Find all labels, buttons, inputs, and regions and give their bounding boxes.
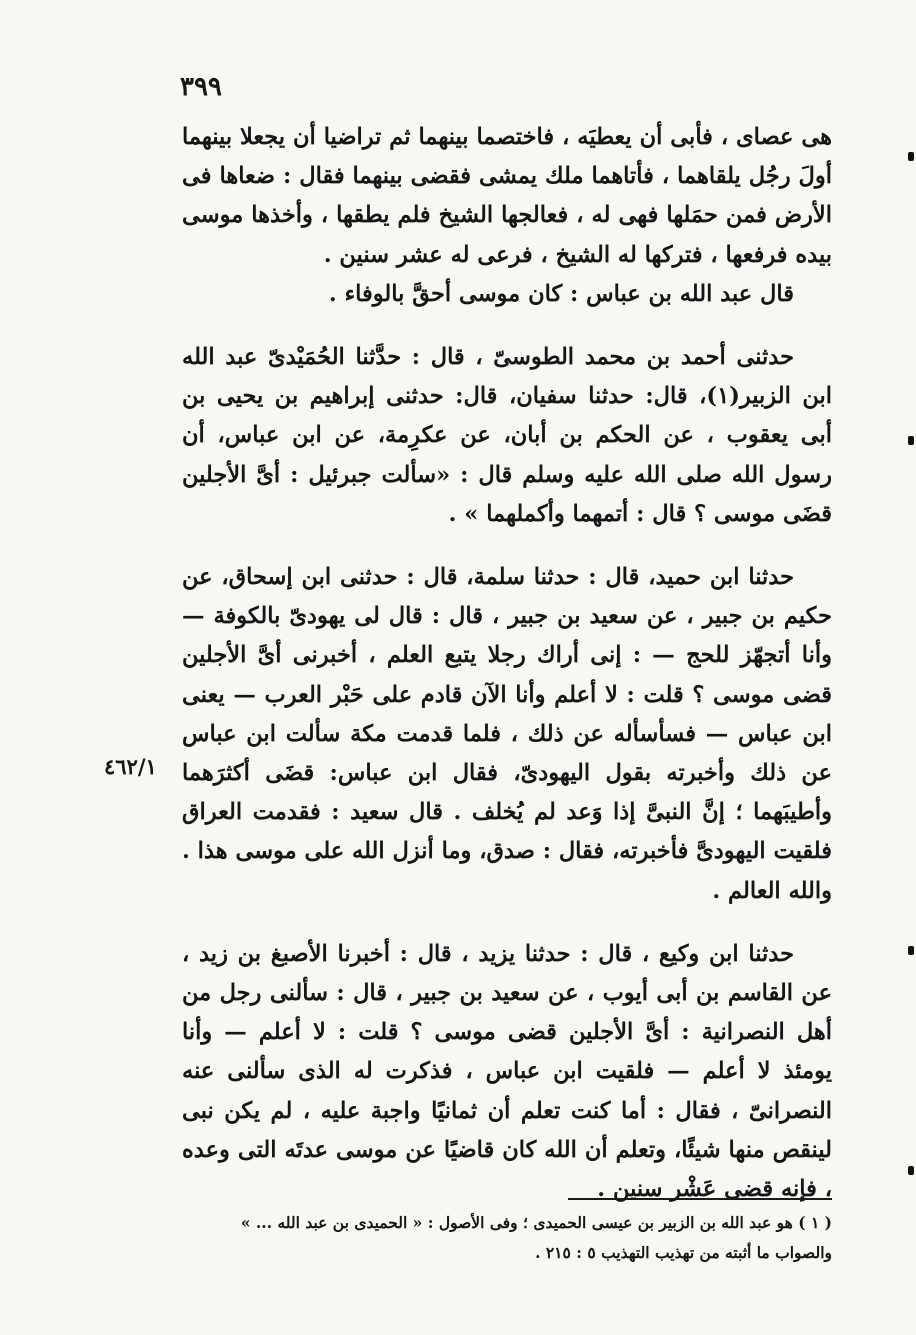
binding-mark	[908, 946, 914, 955]
footnotes	[182, 1208, 832, 1268]
paragraph-gap	[182, 911, 832, 935]
main-text	[182, 118, 832, 1209]
binding-mark	[908, 436, 914, 445]
page-number: ٣٩٩	[180, 72, 222, 102]
paragraph-gap	[182, 534, 832, 558]
paragraph-4: حدثنا ابن حميد، قال : حدثنا سلمة، قال : حدثنى ابن إسحاق، عن حكيم بن جبير ، عن سعيد بن جبير ، قال : قال لى يهودىّ بالكوفة — وأنا أتجهّز للحج — : إنى أراك رجلا يتبع العلم ، أخبرنى أىَّ الأجلين قضى موسى ؟ قلت : لا أعلم وأنا الآن قادم على حَبْر العرب — يعنى ابن عباس — فسأسأله عن ذلك ، فلما قدمت مكة سألت ابن عباس عن ذلك وأخبرته بقول اليهودىّ، فقال ابن عباس: قضَى أكثرَهما وأطيبَهما ؛ إنَّ النبىَّ إذا وَعد لم يُخلف . قال سعيد : فقدمت العراق فلقيت اليهودىَّ فأخبرته، فقال : صدق، وما أنزل الله على موسى هذا . والله العالم .	[182, 564, 832, 904]
paragraph-2: قال عبد الله بن عباس : كان موسى أحقَّ بالوفاء .	[328, 280, 794, 307]
footnote-divider	[568, 1198, 832, 1200]
paragraph-5: حدثنا ابن وكيع ، قال : حدثنا يزيد ، قال : أخبرنا الأصبغ بن زيد ، عن القاسم بن أبى أيوب ، عن سعيد بن جبير ، قال : سألنى رجل من أهل النصرانية : أىَّ الأجلين قضى موسى ؟ قلت : لا أعلم — وأنا يومئذ لا أعلم — فلقيت ابن عباس ، فذكرت له الذى سألنى عنه النصرانىّ ، فقال : أما كنت تعلم أن ثمانيًا واجبة عليه ، لم يكن نبى لينقص منها شيئًا، وتعلم أن الله كان قاضيًا عن موسى عدتَه التى وعده ، فإنه قضى عَشْر سنين .	[182, 940, 832, 1203]
paragraph-1: هى عصاى ، فأبى أن يعطيَه ، فاختصما بينهما ثم تراضيا أن يجعلا بينهما أولَ رجُل يلقاهما ، فأتاهما ملك يمشى فقضى بينهما فقال : ضعاها فى الأرض فمن حمَلها فهى له ، فعالجها الشيخ فلم يطقها ، وأخذها موسى بيده فرفعها ، فتركها له الشيخ ، فرعى له عشر سنين .	[182, 124, 832, 268]
binding-mark	[908, 1166, 914, 1175]
paragraph-gap	[182, 314, 832, 338]
footnote-line-1: ( ١ ) هو عبد الله بن الزبير بن عيسى الحميدى ؛ وفى الأصول : « الحميدى بن عبد الله ... »	[240, 1213, 832, 1232]
footnote-line-2: والصواب ما أثبته من تهذيب التهذيب ٥ : ٢١٥ .	[535, 1243, 832, 1262]
margin-reference: ٤٦٢/١	[104, 754, 157, 779]
paragraph-3: حدثنى أحمد بن محمد الطوسىّ ، قال : حدَّثنا الحُمَيْدىّ عبد الله ابن الزبير(١)، قال: حدثنا سفيان، قال: حدثنى إبراهيم بن يحيى بن أبى يعقوب ، عن الحكم بن أبان، عن عكرِمة، عن ابن عباس، أن رسول الله صلى الله عليه وسلم قال : «سألت جبرئيل : أىَّ الأجلين قضَى موسى ؟ قال : أتمهما وأكملهما » .	[182, 344, 833, 527]
binding-mark	[908, 152, 914, 161]
